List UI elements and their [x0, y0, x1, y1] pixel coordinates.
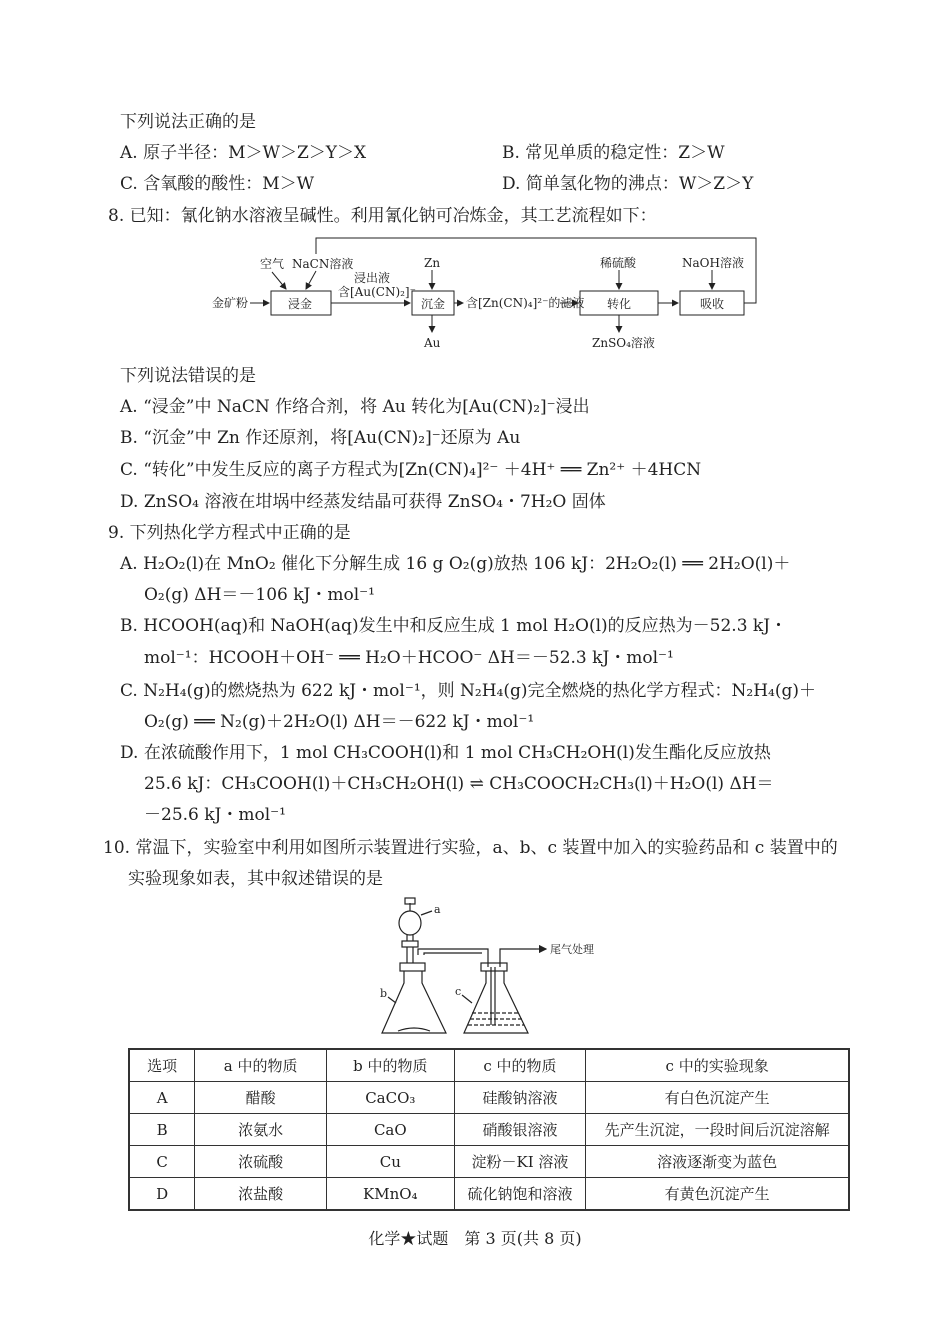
table-header-row: [129, 1049, 849, 1082]
flow-leachate-complex: 含[Au(CN)₂]⁻: [338, 285, 416, 299]
table-cell: Cu: [326, 1146, 454, 1178]
table-cell: 醋酸: [195, 1082, 327, 1114]
table-header-cell: c 中的物质: [454, 1049, 586, 1082]
table-header-cell: a 中的物质: [195, 1049, 327, 1082]
q7-stem: 下列说法正确的是: [120, 112, 256, 132]
flow-start: 金矿粉: [212, 296, 249, 310]
table-cell: C: [129, 1146, 195, 1178]
label-tail-gas: 尾气处理: [550, 943, 594, 956]
q9-line: －25.6 kJ・mol⁻¹: [144, 805, 286, 825]
q9-line: O₂(g) ══ N₂(g)＋2H₂O(l) ΔH＝－622 kJ・mol⁻¹: [144, 712, 535, 732]
q9-line: 25.6 kJ：CH₃COOH(l)＋CH₃CH₂OH(l) ⇌ CH₃COOCH₂CH₃(l)＋H₂O(l) ΔH＝: [144, 774, 774, 794]
table-cell: 淀粉－KI 溶液: [454, 1146, 586, 1178]
flow-box4-label: 吸收: [700, 297, 725, 311]
label-a: a: [434, 903, 441, 916]
conical-flask-b: [382, 971, 446, 1033]
label-b: b: [380, 987, 388, 1000]
table-cell: 有黄色沉淀产生: [586, 1178, 849, 1211]
table-cell: 先产生沉淀，一段时间后沉淀溶解: [586, 1114, 849, 1146]
table-row: [129, 1114, 849, 1146]
q8-option-d: D. ZnSO₄ 溶液在坩埚中经蒸发结晶可获得 ZnSO₄・7H₂O 固体: [120, 492, 606, 512]
q9-stem: 9. 下列热化学方程式中正确的是: [108, 523, 351, 543]
table-header-cell: 选项: [129, 1049, 195, 1082]
q8-option-c: C. “转化”中发生反应的离子方程式为[Zn(CN)₄]²⁻ ＋4H⁺ ══ Zn²⁺ ＋4HCN: [120, 460, 702, 480]
stopper-b: [400, 963, 425, 971]
table-cell: CaCO₃: [326, 1082, 454, 1114]
experiment-table: [128, 1048, 850, 1211]
q7-option-b: B. 常见单质的稳定性：Z＞W: [502, 143, 725, 163]
table-cell: B: [129, 1114, 195, 1146]
process-flow-diagram: [0, 0, 950, 360]
q10-stem: 10. 常温下，实验室中利用如图所示装置进行实验，a、b、c 装置中加入的实验药品和 c 装置中的: [103, 838, 838, 858]
table-cell: 有白色沉淀产生: [586, 1082, 849, 1114]
q8-stem: 8. 已知：氰化钠水溶液呈碱性。利用氰化钠可冶炼金，其工艺流程如下：: [108, 206, 657, 226]
flow-leachate-label: 浸出液: [354, 271, 391, 285]
flow-box3-label: 转化: [607, 297, 632, 311]
separatory-funnel: [399, 911, 421, 935]
table-cell: 硫化钠饱和溶液: [454, 1178, 586, 1211]
table-cell: 浓盐酸: [195, 1178, 327, 1211]
q9-line: O₂(g) ΔH＝－106 kJ・mol⁻¹: [144, 585, 375, 605]
q8-sub-stem: 下列说法错误的是: [120, 366, 256, 386]
table-cell: 溶液逐渐变为蓝色: [586, 1146, 849, 1178]
flow-filtrate-label: 含[Zn(CN)₄]²⁻的滤液: [466, 296, 585, 310]
table-cell: 浓硫酸: [195, 1146, 327, 1178]
q9-line: D. 在浓硫酸作用下，1 mol CH₃COOH(l)和 1 mol CH₃CH₂OH(l)发生酯化反应放热: [120, 743, 771, 763]
flow-output-au: Au: [424, 336, 441, 350]
label-c: c: [455, 985, 462, 998]
table-row: [129, 1178, 849, 1211]
table-header-cell: c 中的实验现象: [586, 1049, 849, 1082]
table-row: [129, 1082, 849, 1114]
flow-input-h2so4: 稀硫酸: [600, 256, 637, 270]
flow-box1-label: 浸金: [288, 297, 313, 311]
q8-option-a: A. “浸金”中 NaCN 作络合剂，将 Au 转化为[Au(CN)₂]⁻浸出: [120, 397, 590, 417]
conical-flask-c: [464, 971, 528, 1033]
table-cell: 硅酸钠溶液: [454, 1082, 586, 1114]
flow-output-znso4: ZnSO₄溶液: [592, 336, 655, 350]
q9-line: B. HCOOH(aq)和 NaOH(aq)发生中和反应生成 1 mol H₂O(l)的反应热为－52.3 kJ・: [120, 616, 788, 636]
table-cell: A: [129, 1082, 195, 1114]
flow-input-air: 空气: [260, 257, 285, 271]
stopper-c: [481, 963, 507, 971]
flow-box2-label: 沉金: [421, 297, 446, 311]
q8-option-b: B. “沉金”中 Zn 作还原剂，将[Au(CN)₂]⁻还原为 Au: [120, 428, 521, 448]
table-row: [129, 1146, 849, 1178]
flow-input-nacn: NaCN溶液: [292, 257, 354, 271]
q9-line: A. H₂O₂(l)在 MnO₂ 催化下分解生成 16 g O₂(g)放热 106 kJ：2H₂O₂(l) ══ 2H₂O(l)＋: [120, 554, 791, 574]
table-cell: D: [129, 1178, 195, 1211]
q9-line: C. N₂H₄(g)的燃烧热为 622 kJ・mol⁻¹，则 N₂H₄(g)完全燃烧的热化学方程式：N₂H₄(g)＋: [120, 681, 816, 701]
table-cell: KMnO₄: [326, 1178, 454, 1211]
flow-input-zn: Zn: [424, 256, 441, 270]
q7-option-a: A. 原子半径：M＞W＞Z＞Y＞X: [120, 143, 367, 163]
q7-option-c: C. 含氧酸的酸性：M＞W: [120, 174, 315, 194]
table-cell: 浓氨水: [195, 1114, 327, 1146]
table-header-cell: b 中的物质: [326, 1049, 454, 1082]
table-cell: CaO: [326, 1114, 454, 1146]
page-footer: 化学★试题 第 3 页(共 8 页): [368, 1229, 582, 1248]
flow-input-naoh: NaOH溶液: [682, 256, 744, 270]
apparatus-diagram: [360, 895, 640, 1045]
table-cell: 硝酸银溶液: [454, 1114, 586, 1146]
q10-stem-continued: 实验现象如表，其中叙述错误的是: [128, 869, 383, 889]
q7-option-d: D. 简单氢化物的沸点：W＞Z＞Y: [502, 174, 754, 194]
q9-line: mol⁻¹：HCOOH＋OH⁻ ══ H₂O＋HCOO⁻ ΔH＝－52.3 kJ・mol⁻¹: [144, 648, 674, 668]
